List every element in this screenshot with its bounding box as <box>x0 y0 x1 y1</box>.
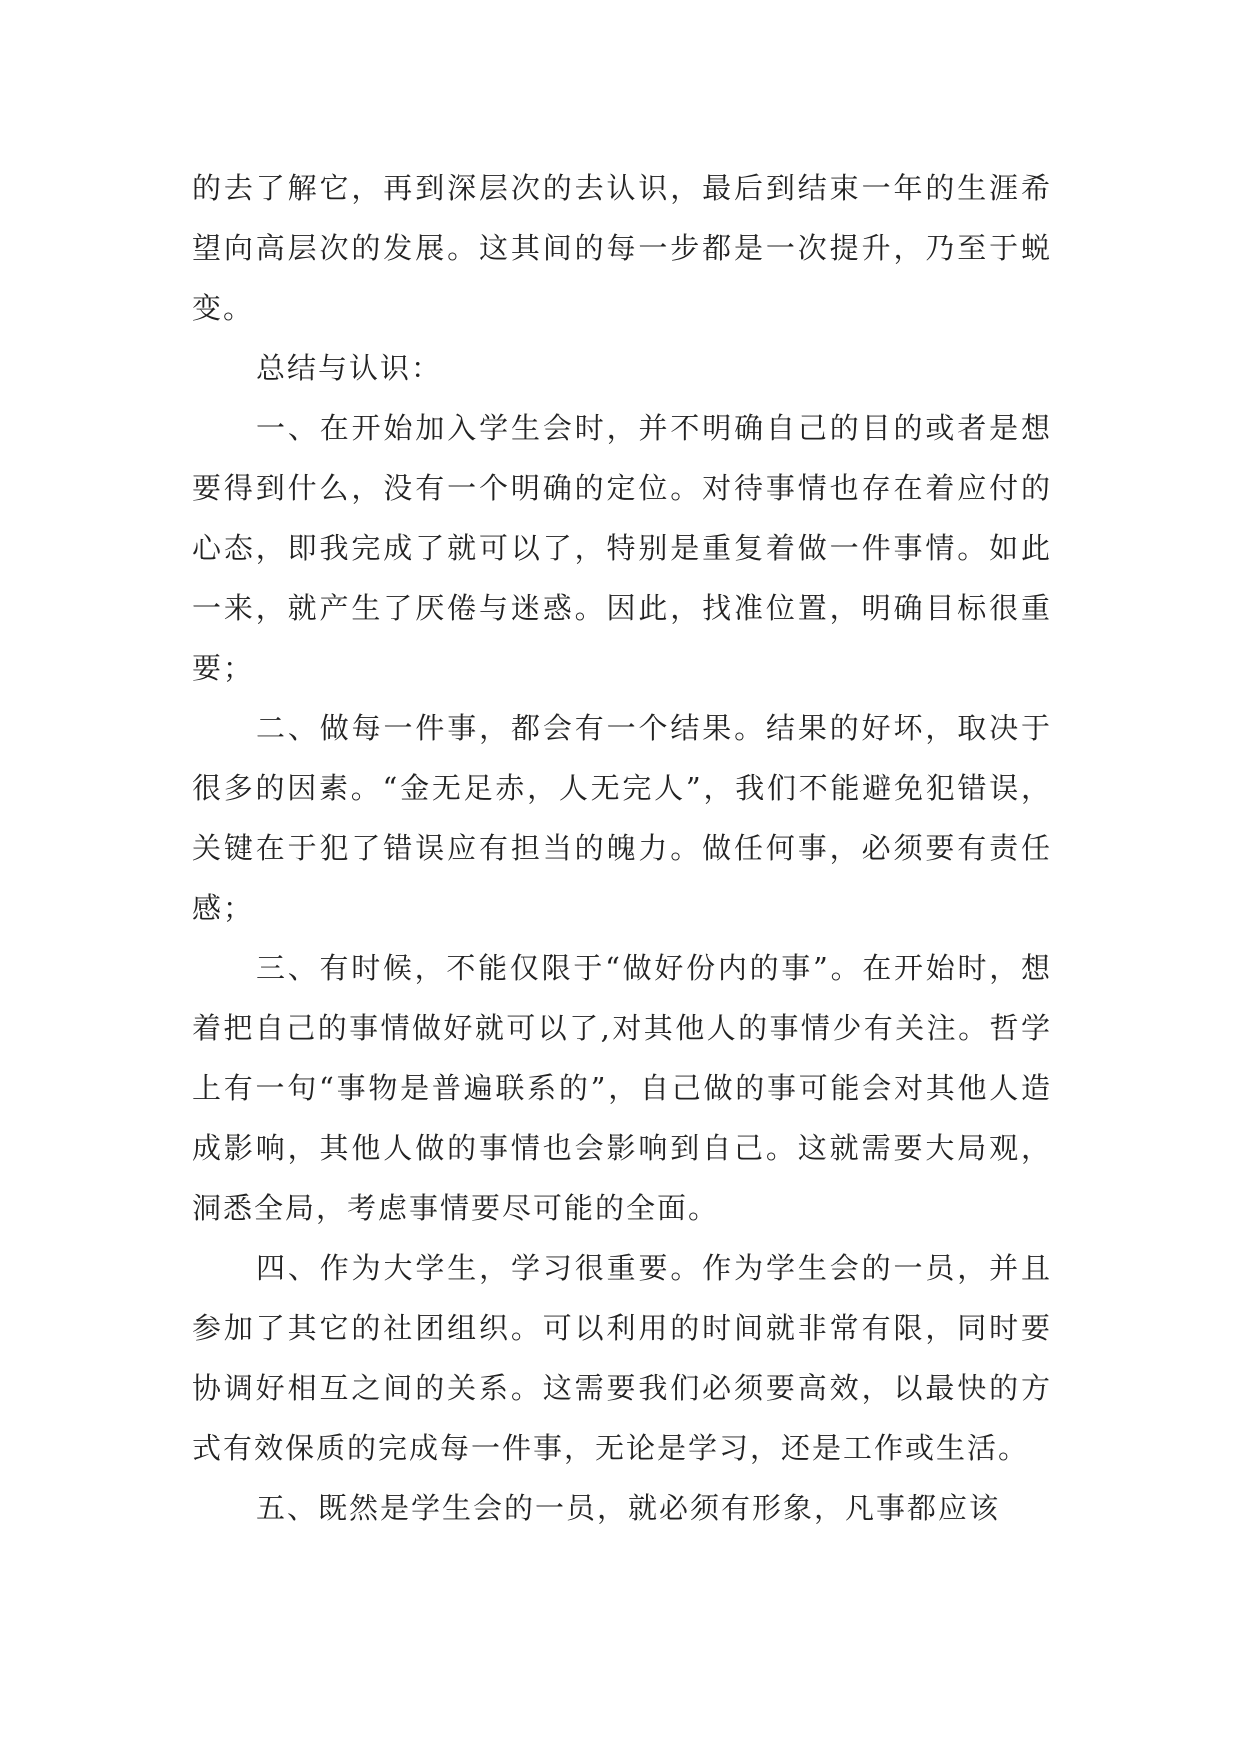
paragraph-point-1: 一、在开始加入学生会时，并不明确自己的目的或者是想要得到什么，没有一个明确的定位。对待事情也存在着应付的心态，即我完成了就可以了，特别是重复着做一件事情。如此一来，就产生了厌倦与迷惑。因此，找准位置，明确目标很重要； <box>192 411 1052 685</box>
paragraph-point-3: 三、有时候，不能仅限于“做好份内的事”。在开始时，想着把自己的事情做好就可以了,对其他人的事情少有关注。哲学上有一句“事物是普遍联系的”，自己做的事可能会对其他人造成影响，其他人做的事情也会影响到自己。这就需要大局观，洞悉全局，考虑事情要尽可能的全面。 <box>192 951 1052 1225</box>
paragraph-point-4: 四、作为大学生，学习很重要。作为学生会的一员，并且参加了其它的社团组织。可以利用的时间就非常有限，同时要协调好相互之间的关系。这需要我们必须要高效，以最快的方式有效保质的完成每一件事，无论是学习，还是工作或生活。 <box>192 1251 1052 1465</box>
paragraph-point-5: 五、既然是学生会的一员，就必须有形象，凡事都应该 <box>256 1491 1001 1525</box>
section-heading-summary: 总结与认识： <box>256 351 443 385</box>
paragraph-point-2: 二、做每一件事，都会有一个结果。结果的好坏，取决于很多的因素。“金无足赤，人无完人”，我们不能避免犯错误，关键在于犯了错误应有担当的魄力。做任何事，必须要有责任感； <box>192 711 1052 925</box>
document-body <box>192 158 1052 1538</box>
paragraph-continued: 的去了解它，再到深层次的去认识，最后到结束一年的生涯希望向高层次的发展。这其间的每一步都是一次提升，乃至于蜕变。 <box>192 171 1052 325</box>
